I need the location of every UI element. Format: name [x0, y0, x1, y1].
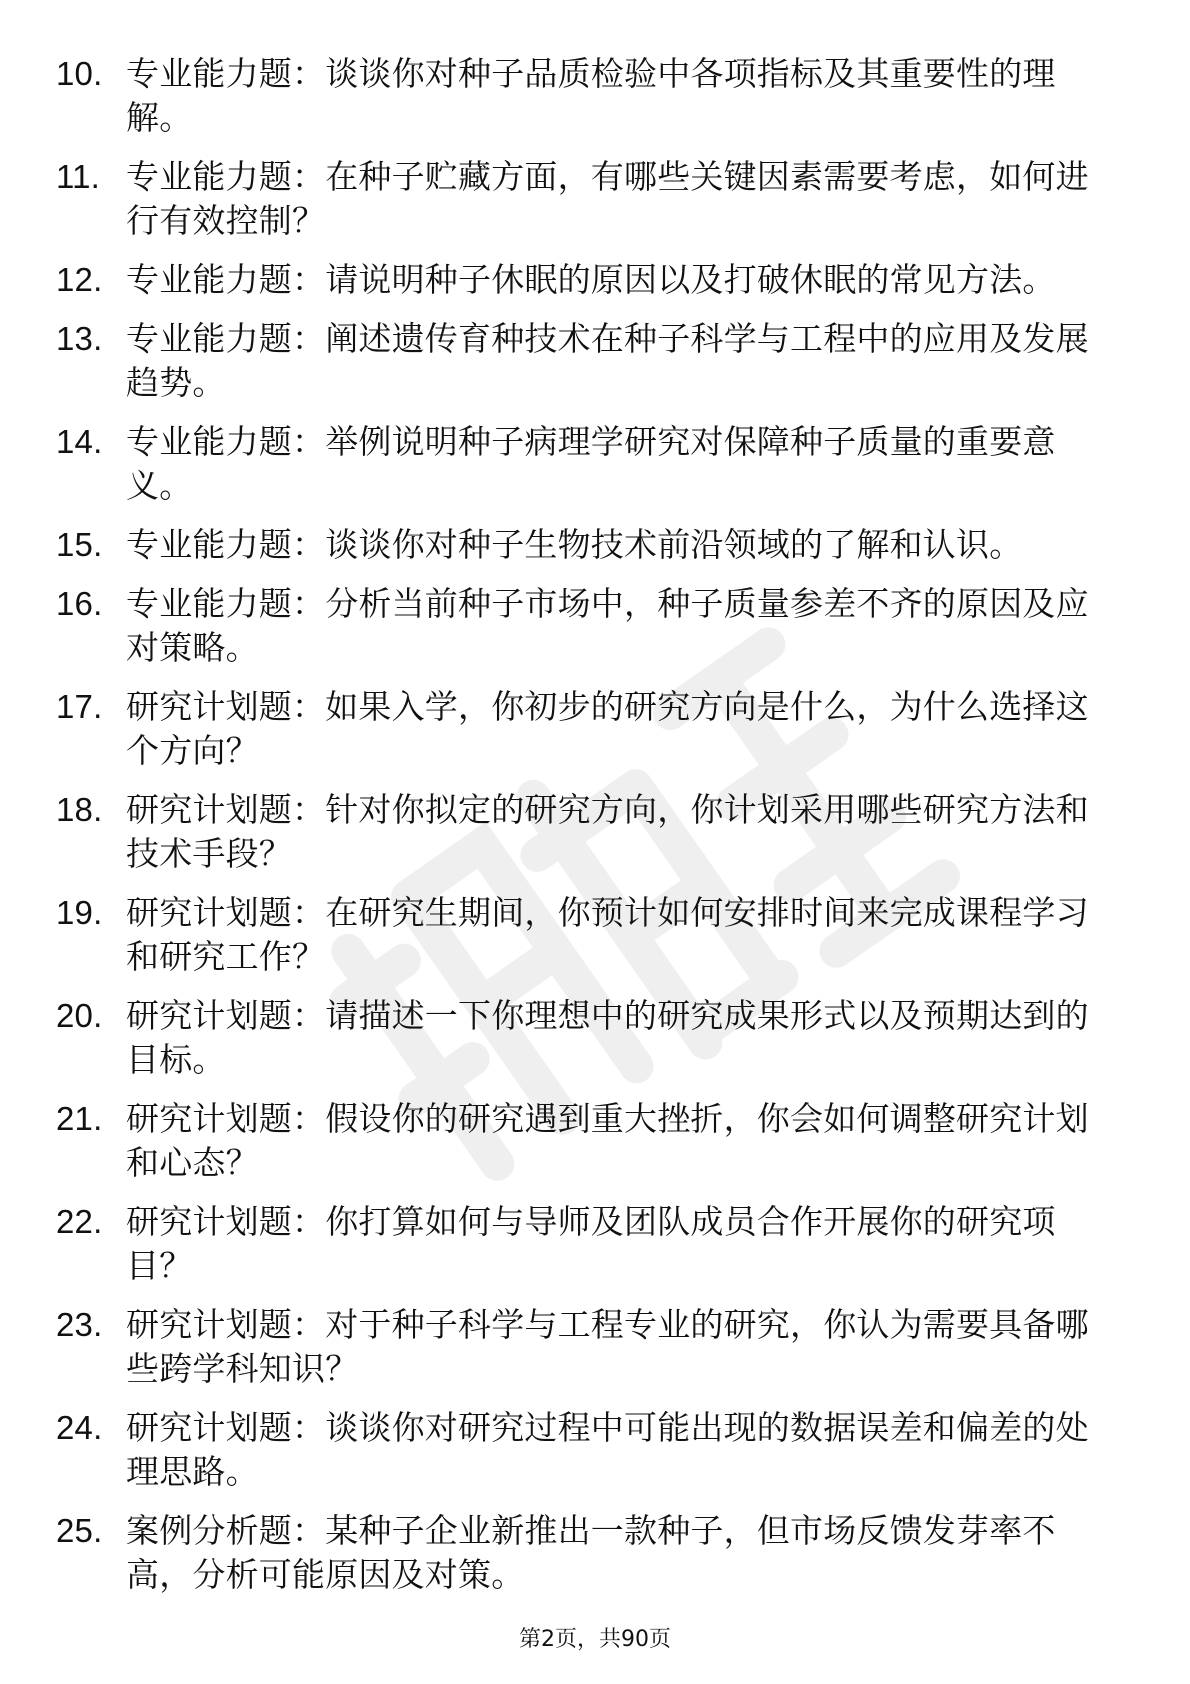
- question-text: 谈谈你对种子生物技术前沿领域的了解和认识。: [325, 525, 1023, 564]
- question-category: 专业能力题：: [126, 54, 326, 93]
- question-category: 专业能力题：: [126, 525, 326, 564]
- question-item: [56, 788, 1116, 876]
- question-number: 16.: [56, 585, 103, 622]
- question-number: 20.: [56, 997, 103, 1034]
- question-text: 假设你的研究遇到重大挫折，你会如何调整研究计划和心态？: [126, 1099, 1089, 1182]
- question-number: 10.: [56, 55, 103, 92]
- question-text: 分析当前种子市场中，种子质量参差不齐的原因及应对策略。: [126, 584, 1089, 667]
- question-text: 请描述一下你理想中的研究成果形式以及预期达到的目标。: [126, 996, 1089, 1079]
- question-item: [56, 994, 1116, 1082]
- question-item: [56, 1509, 1116, 1597]
- question-category: 研究计划题：: [126, 687, 326, 726]
- question-text: 请说明种子休眠的原因以及打破休眠的常见方法。: [325, 260, 1056, 299]
- question-number: 18.: [56, 791, 103, 828]
- page-number-footer: 第2页，共90页: [519, 1627, 671, 1652]
- question-text: 如果入学，你初步的研究方向是什么，为什么选择这个方向？: [126, 687, 1089, 770]
- question-category: 研究计划题：: [126, 790, 326, 829]
- question-item: [56, 685, 1116, 773]
- question-category: 研究计划题：: [126, 893, 326, 932]
- question-category: 研究计划题：: [126, 1408, 326, 1447]
- question-category: 专业能力题：: [126, 422, 326, 461]
- question-number: 17.: [56, 688, 103, 725]
- question-item: [56, 891, 1116, 979]
- question-number: 13.: [56, 320, 103, 357]
- question-category: 专业能力题：: [126, 157, 326, 196]
- question-item: [56, 1406, 1116, 1494]
- question-number: 14.: [56, 423, 103, 460]
- question-item: [56, 317, 1116, 405]
- question-category: 专业能力题：: [126, 584, 326, 623]
- question-item: [56, 1303, 1116, 1391]
- question-text: 谈谈你对研究过程中可能出现的数据误差和偏差的处理思路。: [126, 1408, 1089, 1491]
- question-number: 22.: [56, 1203, 103, 1240]
- question-item: [56, 155, 1116, 243]
- question-text: 谈谈你对种子品质检验中各项指标及其重要性的理解。: [126, 54, 1056, 137]
- question-item: [56, 258, 1116, 302]
- question-text: 某种子企业新推出一款种子，但市场反馈发芽率不高，分析可能原因及对策。: [126, 1511, 1056, 1594]
- question-category: 研究计划题：: [126, 1305, 326, 1344]
- question-number: 19.: [56, 894, 103, 931]
- question-item: [56, 1097, 1116, 1185]
- question-text: 在种子贮藏方面，有哪些关键因素需要考虑，如何进行有效控制？: [126, 157, 1089, 240]
- question-category: 案例分析题：: [126, 1511, 326, 1550]
- question-number: 24.: [56, 1409, 103, 1446]
- question-number: 21.: [56, 1100, 103, 1137]
- question-category: 专业能力题：: [126, 260, 326, 299]
- question-category: 研究计划题：: [126, 1099, 326, 1138]
- question-number: 25.: [56, 1512, 103, 1549]
- question-text: 在研究生期间，你预计如何安排时间来完成课程学习和研究工作？: [126, 893, 1089, 976]
- question-item: [56, 523, 1116, 567]
- question-text: 针对你拟定的研究方向，你计划采用哪些研究方法和技术手段？: [126, 790, 1089, 873]
- question-item: [56, 420, 1116, 508]
- question-number: 11.: [56, 158, 101, 195]
- question-item: [56, 582, 1116, 670]
- question-number: 15.: [56, 526, 103, 563]
- question-text: 你打算如何与导师及团队成员合作开展你的研究项目？: [126, 1202, 1056, 1285]
- question-category: 研究计划题：: [126, 996, 326, 1035]
- question-text: 举例说明种子病理学研究对保障种子质量的重要意义。: [126, 422, 1056, 505]
- question-number: 23.: [56, 1306, 103, 1343]
- question-text: 对于种子科学与工程专业的研究，你认为需要具备哪些跨学科知识？: [126, 1305, 1089, 1388]
- question-text: 阐述遗传育种技术在种子科学与工程中的应用及发展趋势。: [126, 319, 1089, 402]
- question-list: [56, 52, 1116, 1612]
- question-item: [56, 52, 1116, 140]
- question-category: 专业能力题：: [126, 319, 326, 358]
- question-category: 研究计划题：: [126, 1202, 326, 1241]
- question-item: [56, 1200, 1116, 1288]
- question-number: 12.: [56, 261, 103, 298]
